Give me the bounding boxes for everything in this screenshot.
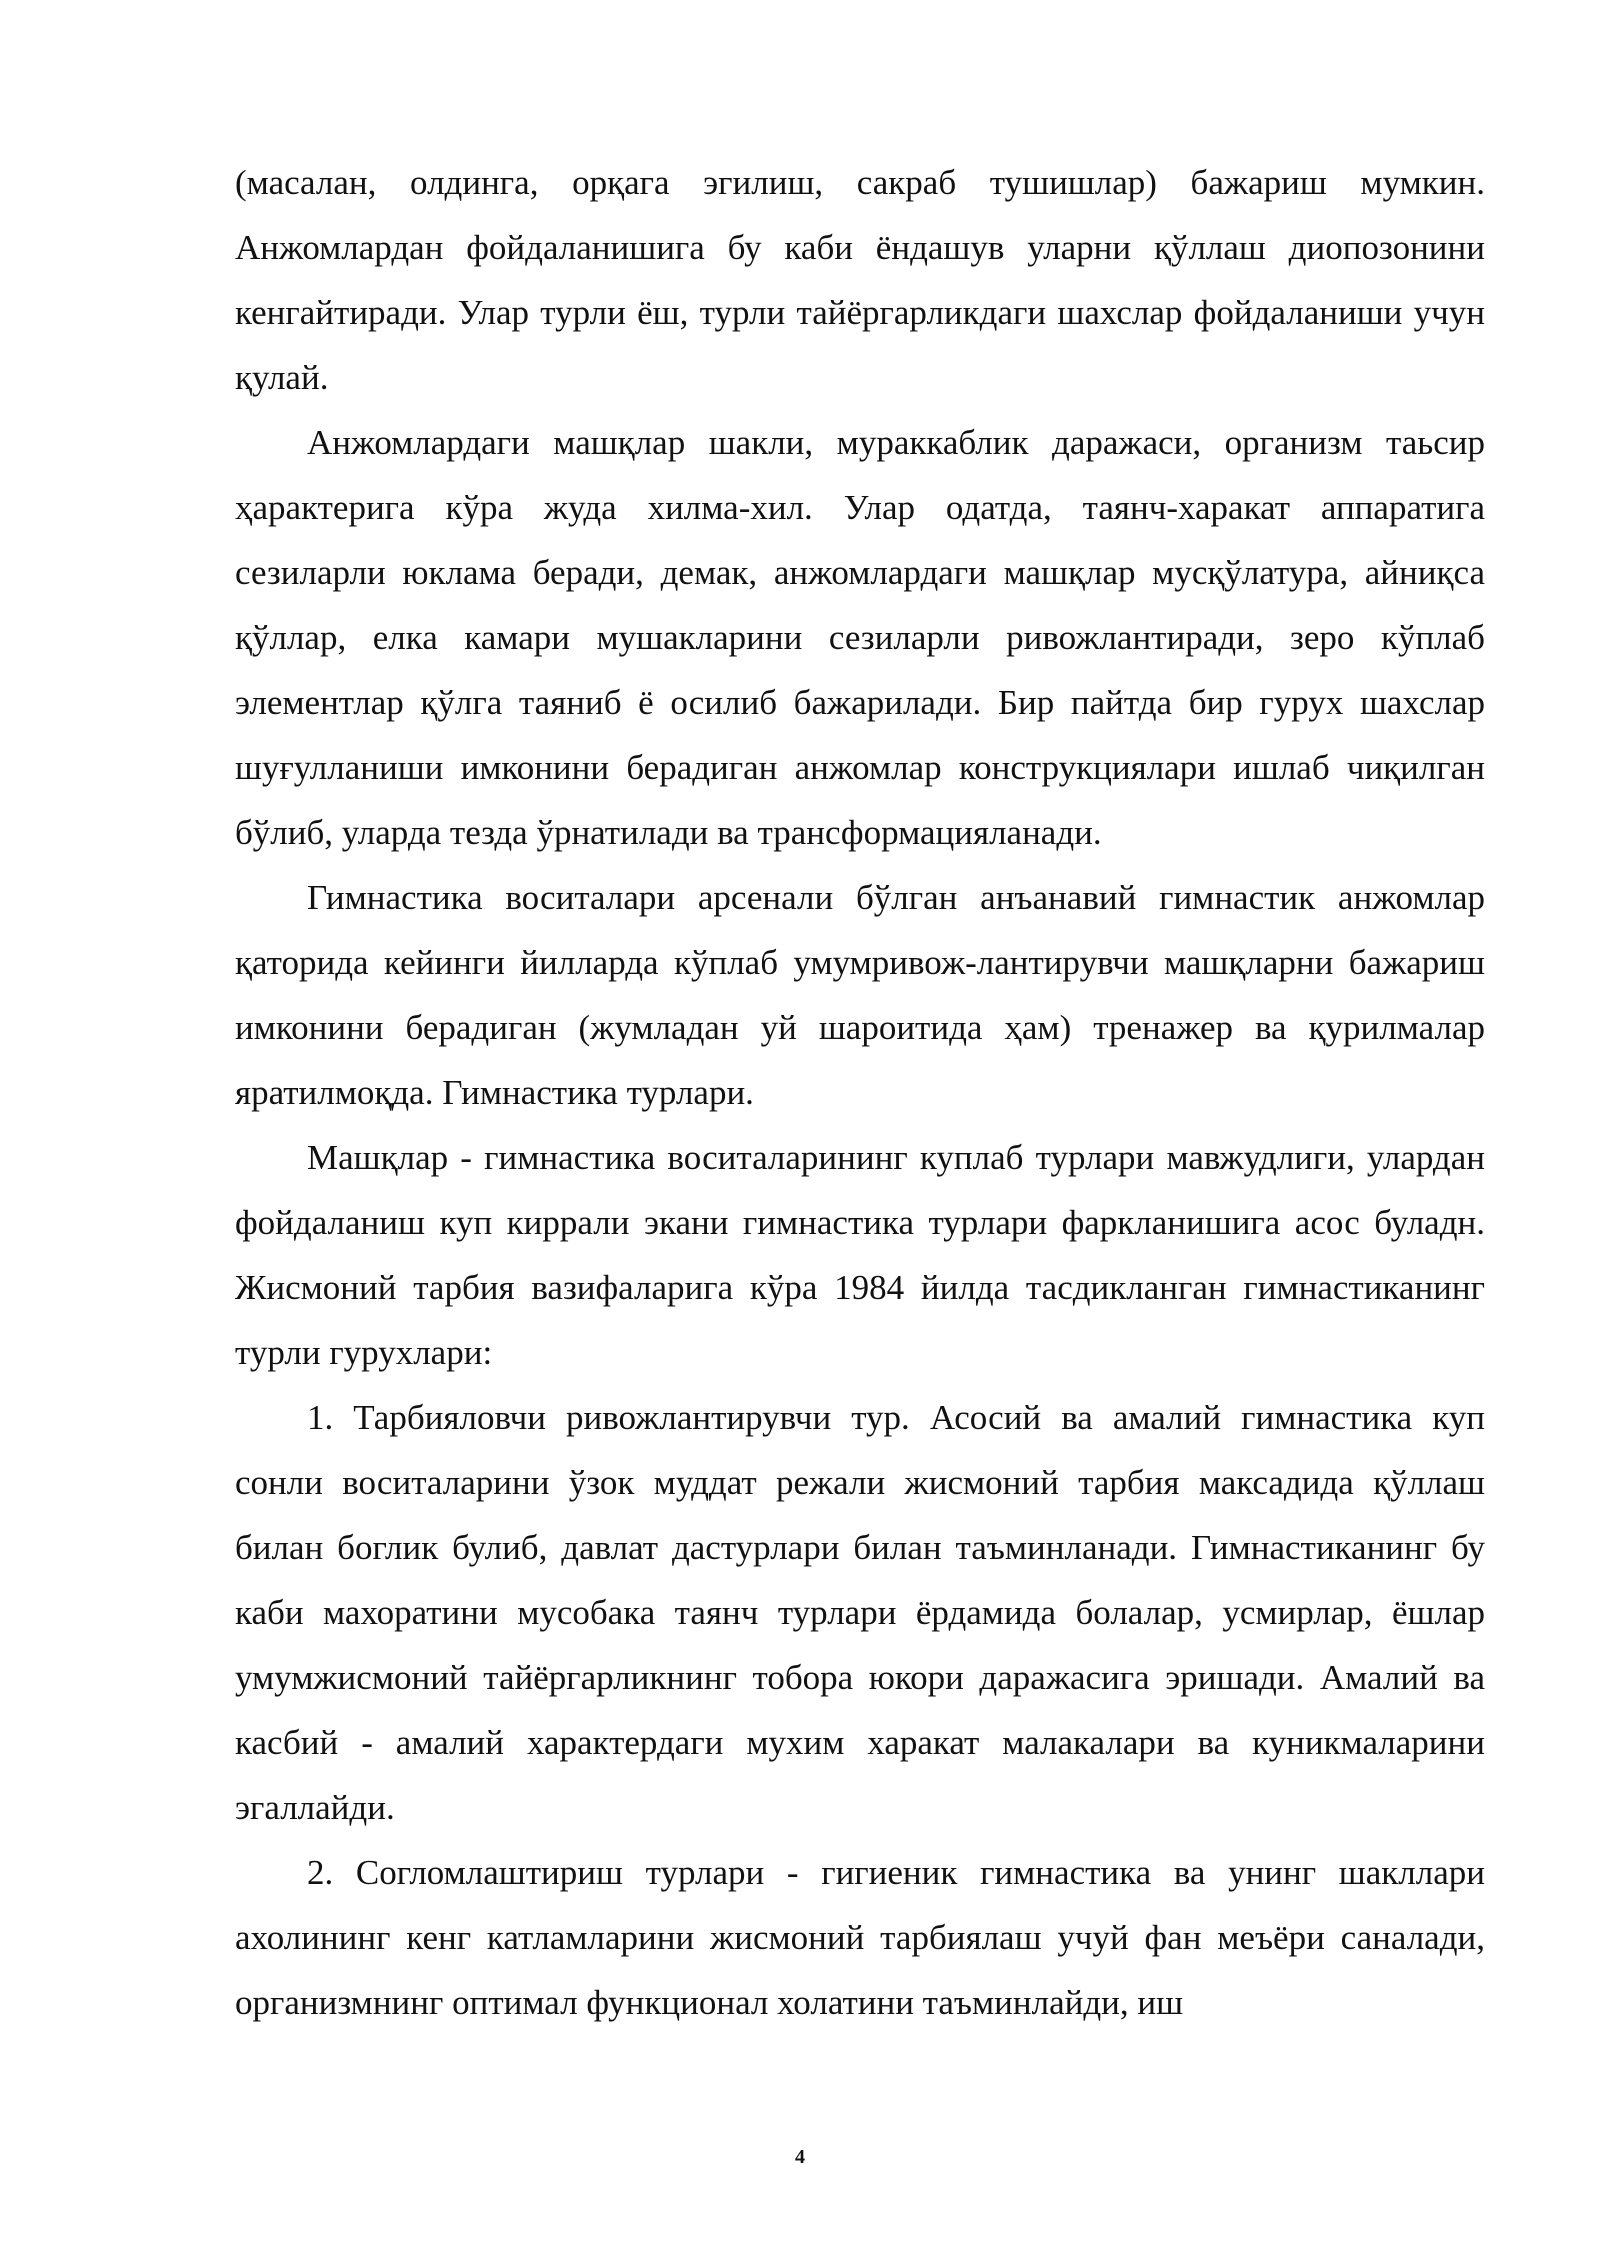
paragraph-continuation: (масалан, олдинга, орқага эгилиш, сакраб тушишлар) бажариш мумкин. Анжомлардан фойдаланишига бу каби ёндашув уларни қўллаш диопозонини кенгайтиради. Улар турли ёш, турли тайёргарликдаги шахслар фойдаланиши учун қулай. xyxy=(235,163,1485,397)
paragraph-list-item-1: 1. Тарбияловчи ривожлантирувчи тур. Асосий ва амалий гимнастика куп сонли воситаларини ўзок муддат режали жисмоний тарбия максадида қўллаш билан боглик булиб, давлат дастурлари билан таъминланади. Гимнастиканинг бу каби махоратини мусобака таянч турлари ёрдамида болалар, усмирлар, ёшлар умумжисмоний тайёргарликнинг тобора юкори даражасига эришади. Амалий ва касбий - амалий характердаги мухим харакат малакалари ва куникмаларини эгаллайди. xyxy=(235,1398,1485,1827)
paragraph-gymnastics-types: Машқлар - гимнастика воситаларининг куплаб турлари мавжудлиги, улардан фойдаланиш куп киррали экани гимнастика турлари фаркланишига асос буладн. Жисмоний тарбия вазифаларига кўра 1984 йилда тасдикланган гимнастиканинг турли гурухлари: xyxy=(235,1138,1485,1372)
document-page xyxy=(235,150,1485,2035)
page-number: 4 xyxy=(795,2146,805,2168)
paragraph-list-item-2: 2. Согломлаштириш турлари - гигиеник гимнастика ва унинг шакллари ахолининг кенг катламларини жисмоний тарбиялаш учуй фан меъёри саналади, организмнинг оптимал функционал холатини таъминлайди, иш xyxy=(235,1853,1485,2022)
paragraph-gymnastics-arsenal: Гимнастика воситалари арсенали бўлган анъанавий гимнастик анжомлар қаторида кейинги йилларда кўплаб умумривож-лантирувчи машқларни бажариш имконини берадиган (жумладан уй шароитида ҳам) тренажер ва қурилмалар яратилмоқда. Гимнастика турлари. xyxy=(235,878,1485,1112)
paragraph-apparatus-exercises: Анжомлардаги машқлар шакли, мураккаблик даражаси, организм таьсир ҳарактерига кўра жуда хилма-хил. Улар одатда, таянч-харакат аппаратига сезиларли юклама беради, демак, анжомлардаги машқлар мусқўлатура, айниқса қўллар, елка камари мушакларини сезиларли ривожлантиради, зеро кўплаб элементлар қўлга таяниб ё осилиб бажарилади. Бир пайтда бир гурух шахслар шуғулланиши имконини берадиган анжомлар конструкциялари ишлаб чиқилган бўлиб, уларда тезда ўрнатилади ва трансформацияланади. xyxy=(235,423,1485,852)
